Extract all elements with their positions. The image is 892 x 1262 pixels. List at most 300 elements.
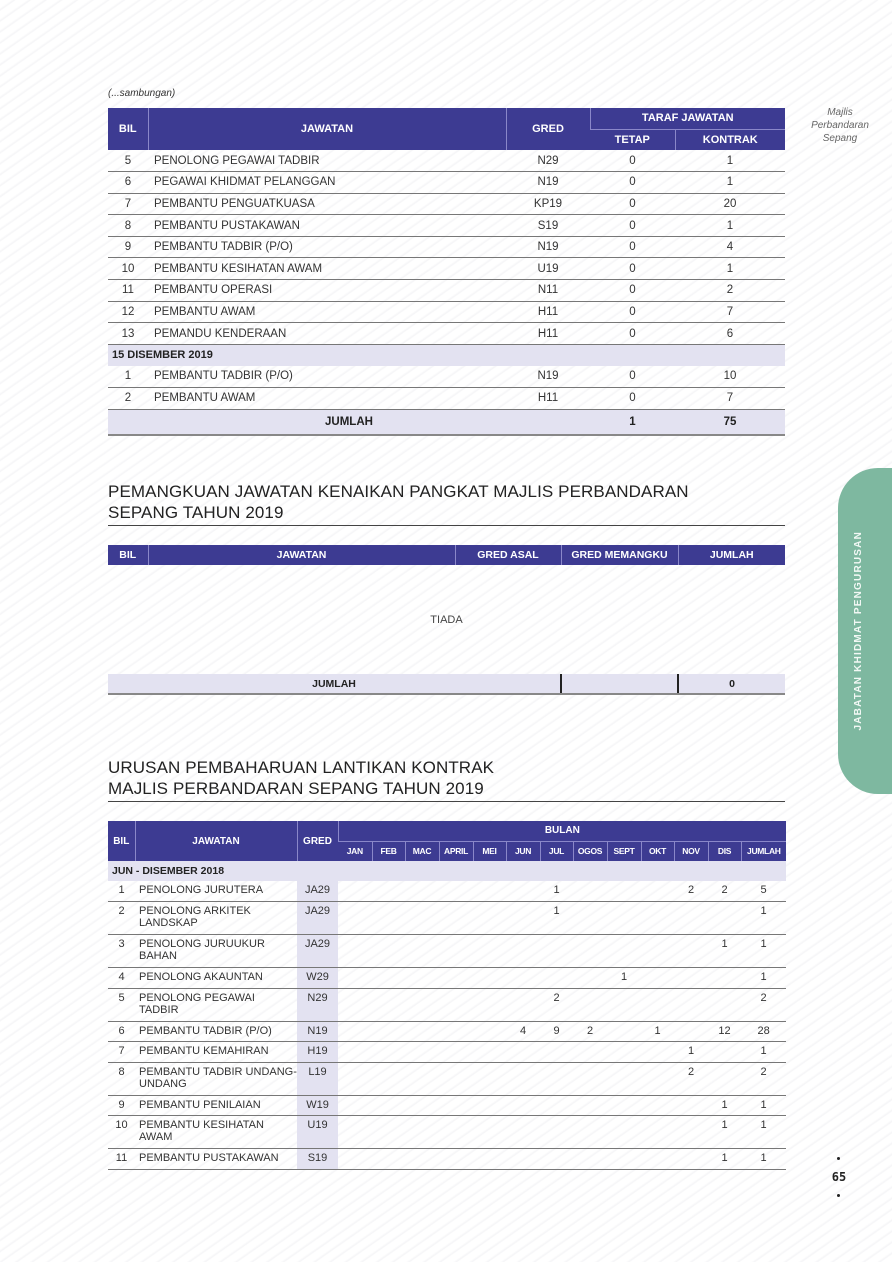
cell-tetap: 0 [590,366,675,388]
cell-jawatan: PENOLONG AKAUNTAN [135,968,297,989]
cell-kontrak: 6 [675,323,785,345]
cell-month-value [674,968,708,989]
header-jawatan: JAWATAN [135,821,297,861]
table-row [108,258,785,280]
cell-kontrak: 1 [675,172,785,194]
cell-tetap: 0 [590,280,675,302]
header-month: MEI [473,841,506,861]
header-gred-asal: GRED ASAL [455,545,561,565]
cell-month-value: 5 [741,881,786,902]
cell-month-value: 1 [540,881,573,902]
cell-kontrak: 1 [675,150,785,172]
cell-bil: 2 [108,388,148,410]
cell-bil: 11 [108,1149,135,1170]
group-label: JUN - DISEMBER 2018 [108,861,786,881]
header-tetap: TETAP [590,129,675,150]
cell-month-value: 1 [741,902,786,935]
cell-kontrak: 4 [675,236,785,258]
table-row [108,323,785,345]
cell-bil: 9 [108,236,148,258]
cell-month-value [607,1021,641,1042]
header-month: JUL [540,841,573,861]
cell-month-value [473,881,506,902]
staff-status-table [108,108,785,436]
cell-gred: N29 [506,150,590,172]
cell-bil: 12 [108,301,148,323]
cell-jawatan: PEMANDU KENDERAAN [148,323,506,345]
cell-month-value [506,1116,540,1149]
total-kontrak: 75 [675,409,785,435]
side-brand-line: Sepang [822,133,858,144]
dot-icon [837,1157,840,1160]
cell-month-value [473,968,506,989]
cell-month-value [372,1062,405,1095]
cell-month-value [641,935,674,968]
cell-tetap: 0 [590,301,675,323]
side-brand-line: Majlis [827,107,853,118]
cell-month-value [573,1095,607,1116]
cell-month-value [573,1062,607,1095]
cell-month-value [405,881,439,902]
cell-month-value [473,1095,506,1116]
cell-jawatan: PEMBANTU PUSTAKAWAN [135,1149,297,1170]
cell-gred: S19 [297,1149,338,1170]
cell-bil: 7 [108,193,148,215]
table-row [108,193,785,215]
cell-jawatan: PEGAWAI KHIDMAT PELANGGAN [148,172,506,194]
side-brand-line: Perbandaran [811,120,869,131]
cell-month-value [405,968,439,989]
section-tab-label [838,468,878,794]
cell-month-value [338,1021,372,1042]
cell-month-value [439,1116,473,1149]
cell-month-value [405,1021,439,1042]
cell-month-value [641,1095,674,1116]
cell-jawatan: PENOLONG ARKITEK LANDSKAP [135,902,297,935]
cell-gred: S19 [506,215,590,237]
cell-month-value [506,935,540,968]
cell-month-value [607,1062,641,1095]
table-row [108,988,786,1021]
title-line: SEPANG TAHUN 2019 [108,503,284,522]
header-bulan: BULAN [338,821,786,841]
cell-jawatan: PEMBANTU TADBIR (P/O) [148,366,506,388]
cell-month-value [607,988,641,1021]
cell-month-value [338,881,372,902]
group-row [108,344,785,366]
table-row [108,280,785,302]
table-row [108,902,786,935]
cell-gred: L19 [297,1062,338,1095]
cell-month-value [641,1149,674,1170]
cell-month-value: 1 [641,1021,674,1042]
cell-month-value [439,1062,473,1095]
cell-gred: H19 [297,1042,338,1063]
table-row [108,172,785,194]
cell-month-value [405,902,439,935]
continuation-note: (...sambungan) [108,88,176,99]
cell-bil: 11 [108,280,148,302]
table-row [108,1095,786,1116]
cell-month-value [405,1116,439,1149]
cell-month-value [439,1095,473,1116]
cell-month-value [573,968,607,989]
cell-month-value [573,1149,607,1170]
cell-gred: JA29 [297,935,338,968]
cell-tetap: 0 [590,236,675,258]
table-row [108,388,785,410]
cell-month-value [338,1062,372,1095]
cell-month-value [439,902,473,935]
cell-bil: 1 [108,881,135,902]
cell-kontrak: 2 [675,280,785,302]
cell-gred: JA29 [297,902,338,935]
cell-gred: U19 [297,1116,338,1149]
cell-bil: 6 [108,1021,135,1042]
cell-jawatan: PENOLONG PEGAWAI TADBIR [135,988,297,1021]
cell-tetap: 0 [590,193,675,215]
total-label: JUMLAH [108,674,561,694]
cell-month-value [674,1021,708,1042]
cell-month-value [439,968,473,989]
cell-jawatan: PEMBANTU KESIHATAN AWAM [135,1116,297,1149]
cell-month-value: 28 [741,1021,786,1042]
header-month: APRIL [439,841,473,861]
cell-month-value [573,881,607,902]
cell-bil: 10 [108,1116,135,1149]
cell-tetap: 0 [590,150,675,172]
cell-month-value [641,1042,674,1063]
acting-promotion-total [108,674,785,695]
cell-gred: KP19 [506,193,590,215]
cell-month-value: 4 [506,1021,540,1042]
cell-month-value: 1 [741,1149,786,1170]
cell-month-value [506,902,540,935]
cell-month-value: 1 [607,968,641,989]
header-gred: GRED [506,108,590,150]
cell-month-value [338,902,372,935]
cell-month-value [506,968,540,989]
cell-bil: 6 [108,172,148,194]
cell-month-value [439,881,473,902]
cell-month-value [372,968,405,989]
empty-state-text: TIADA [430,614,463,626]
cell-month-value [674,1095,708,1116]
cell-month-value [674,902,708,935]
cell-jawatan: PEMBANTU AWAM [148,388,506,410]
header-month: MAC [405,841,439,861]
cell-month-value [405,935,439,968]
cell-gred: JA29 [297,881,338,902]
cell-bil: 4 [108,968,135,989]
header-jawatan: JAWATAN [148,108,506,150]
cell-month-value [372,881,405,902]
cell-month-value [338,968,372,989]
cell-jawatan: PEMBANTU PUSTAKAWAN [148,215,506,237]
cell-month-value: 9 [540,1021,573,1042]
header-jawatan: JAWATAN [148,545,455,565]
cell-month-value [641,988,674,1021]
cell-month-value [338,1149,372,1170]
cell-month-value [540,1042,573,1063]
cell-month-value [439,1149,473,1170]
cell-month-value: 1 [741,935,786,968]
cell-kontrak: 10 [675,366,785,388]
cell-month-value [338,935,372,968]
cell-month-value [573,902,607,935]
table-row [108,881,786,902]
cell-month-value [506,988,540,1021]
cell-month-value: 1 [674,1042,708,1063]
cell-month-value [708,902,741,935]
cell-month-value [641,881,674,902]
header-taraf-jawatan: TARAF JAWATAN [590,108,785,129]
cell-gred: W19 [297,1095,338,1116]
header-month: JUN [506,841,540,861]
cell-month-value [607,1042,641,1063]
cell-month-value: 2 [540,988,573,1021]
table-row [108,968,786,989]
cell-month-value: 12 [708,1021,741,1042]
cell-jawatan: PEMBANTU PENILAIAN [135,1095,297,1116]
page-number: 65 [831,1170,847,1184]
cell-kontrak: 7 [675,301,785,323]
cell-month-value [473,1149,506,1170]
cell-gred: H11 [506,301,590,323]
cell-month-value [473,988,506,1021]
header-month: JAN [338,841,372,861]
total-tetap: 1 [590,409,675,435]
contract-renewal-table [108,821,786,1170]
cell-gred: U19 [506,258,590,280]
table-row [108,236,785,258]
cell-bil: 2 [108,902,135,935]
cell-month-value: 1 [741,1042,786,1063]
cell-jawatan: PEMBANTU KESIHATAN AWAM [148,258,506,280]
cell-month-value: 1 [708,1149,741,1170]
cell-month-value [439,1042,473,1063]
cell-month-value [540,1116,573,1149]
cell-gred: H11 [506,388,590,410]
header-month: OGOS [573,841,607,861]
section-title-pemangkuan [108,481,785,526]
cell-month-value [641,968,674,989]
cell-month-value: 2 [741,988,786,1021]
cell-month-value [540,1149,573,1170]
cell-month-value: 1 [741,1095,786,1116]
cell-month-value [405,988,439,1021]
table-row [108,1116,786,1149]
cell-month-value [405,1062,439,1095]
cell-month-value: 1 [741,968,786,989]
header-month: JUMLAH [741,841,786,861]
cell-jawatan: PEMBANTU PENGUATKUASA [148,193,506,215]
cell-month-value [540,1062,573,1095]
cell-month-value [439,1021,473,1042]
cell-jawatan: PENOLONG JURUUKUR BAHAN [135,935,297,968]
cell-month-value [607,881,641,902]
cell-bil: 10 [108,258,148,280]
total-label: JUMLAH [108,409,590,435]
cell-month-value [372,988,405,1021]
cell-bil: 5 [108,150,148,172]
header-month: NOV [674,841,708,861]
cell-jawatan: PENOLONG PEGAWAI TADBIR [148,150,506,172]
cell-bil: 8 [108,215,148,237]
cell-month-value [405,1042,439,1063]
cell-month-value [506,1095,540,1116]
cell-month-value [473,935,506,968]
section-tab-text: JABATAN KHIDMAT PENGURUSAN [852,531,864,731]
cell-tetap: 0 [590,323,675,345]
header-gred-memangku: GRED MEMANGKU [561,545,678,565]
cell-bil: 5 [108,988,135,1021]
cell-kontrak: 7 [675,388,785,410]
cell-month-value: 1 [708,935,741,968]
cell-month-value [338,1042,372,1063]
cell-kontrak: 1 [675,258,785,280]
cell-tetap: 0 [590,172,675,194]
cell-month-value [506,1149,540,1170]
cell-gred: N19 [297,1021,338,1042]
acting-promotion-table [108,545,785,565]
header-bil: BIL [108,545,148,565]
cell-jawatan: PEMBANTU TADBIR UNDANG-UNDANG [135,1062,297,1095]
cell-month-value: 1 [540,902,573,935]
header-month: FEB [372,841,405,861]
header-month: SEPT [607,841,641,861]
total-empty-cell [561,674,678,694]
cell-month-value [473,1116,506,1149]
cell-bil: 3 [108,935,135,968]
cell-month-value: 2 [674,881,708,902]
cell-month-value [607,1116,641,1149]
cell-month-value [607,1095,641,1116]
cell-month-value [641,902,674,935]
cell-month-value [540,935,573,968]
cell-month-value [607,935,641,968]
title-line: MAJLIS PERBANDARAN SEPANG TAHUN 2019 [108,779,484,798]
cell-jawatan: PEMBANTU AWAM [148,301,506,323]
cell-month-value [372,902,405,935]
cell-bil: 13 [108,323,148,345]
cell-month-value: 2 [708,881,741,902]
cell-month-value [473,902,506,935]
cell-month-value [372,1116,405,1149]
cell-month-value [674,988,708,1021]
title-line: PEMANGKUAN JAWATAN KENAIKAN PANGKAT MAJLIS PERBANDARAN [108,482,689,501]
cell-jawatan: PEMBANTU KEMAHIRAN [135,1042,297,1063]
cell-month-value [540,1095,573,1116]
cell-gred: H11 [506,323,590,345]
cell-bil: 1 [108,366,148,388]
cell-month-value [338,1116,372,1149]
cell-kontrak: 20 [675,193,785,215]
cell-month-value [372,1095,405,1116]
header-bil: BIL [108,108,148,150]
table-row [108,1042,786,1063]
table-row [108,150,785,172]
table-row [108,215,785,237]
header-jumlah: JUMLAH [678,545,785,565]
table-row [108,1021,786,1042]
cell-month-value [439,935,473,968]
cell-month-value [573,935,607,968]
table-row [108,301,785,323]
cell-gred: W29 [297,968,338,989]
table-row [108,366,785,388]
cell-month-value [338,1095,372,1116]
header-bil: BIL [108,821,135,861]
cell-month-value: 1 [708,1095,741,1116]
table-row [108,935,786,968]
cell-bil: 9 [108,1095,135,1116]
cell-month-value [708,988,741,1021]
header-month: DIS [708,841,741,861]
cell-month-value: 1 [708,1116,741,1149]
cell-month-value [473,1042,506,1063]
section-title-pembaharuan [108,757,785,802]
cell-month-value [473,1021,506,1042]
cell-gred: N19 [506,236,590,258]
header-gred: GRED [297,821,338,861]
title-line: URUSAN PEMBAHARUAN LANTIKAN KONTRAK [108,758,495,777]
cell-month-value: 2 [741,1062,786,1095]
cell-month-value: 2 [573,1021,607,1042]
total-row [108,409,785,435]
cell-month-value [506,1062,540,1095]
header-kontrak: KONTRAK [675,129,785,150]
cell-month-value [338,988,372,1021]
cell-month-value [674,1116,708,1149]
cell-month-value [607,902,641,935]
cell-month-value [372,1149,405,1170]
table-row [108,1149,786,1170]
table-row [108,1062,786,1095]
cell-jawatan: PEMBANTU OPERASI [148,280,506,302]
cell-bil: 7 [108,1042,135,1063]
cell-month-value [641,1116,674,1149]
cell-kontrak: 1 [675,215,785,237]
cell-month-value: 2 [674,1062,708,1095]
group-row [108,861,786,881]
cell-tetap: 0 [590,388,675,410]
cell-month-value [674,1149,708,1170]
cell-month-value [641,1062,674,1095]
cell-month-value [573,1042,607,1063]
cell-month-value [372,1042,405,1063]
cell-jawatan: PEMBANTU TADBIR (P/O) [148,236,506,258]
cell-tetap: 0 [590,258,675,280]
dot-icon [837,1194,840,1197]
cell-gred: N11 [506,280,590,302]
cell-jawatan: PENOLONG JURUTERA [135,881,297,902]
cell-month-value [607,1149,641,1170]
cell-month-value [573,1116,607,1149]
cell-gred: N19 [506,366,590,388]
side-brand [800,106,880,145]
group-label: 15 DISEMBER 2019 [108,344,785,366]
total-value: 0 [678,674,785,694]
cell-month-value [708,968,741,989]
cell-gred: N19 [506,172,590,194]
cell-month-value [573,988,607,1021]
cell-month-value [674,935,708,968]
cell-month-value [506,1042,540,1063]
cell-month-value [540,968,573,989]
cell-month-value [506,881,540,902]
cell-tetap: 0 [590,215,675,237]
